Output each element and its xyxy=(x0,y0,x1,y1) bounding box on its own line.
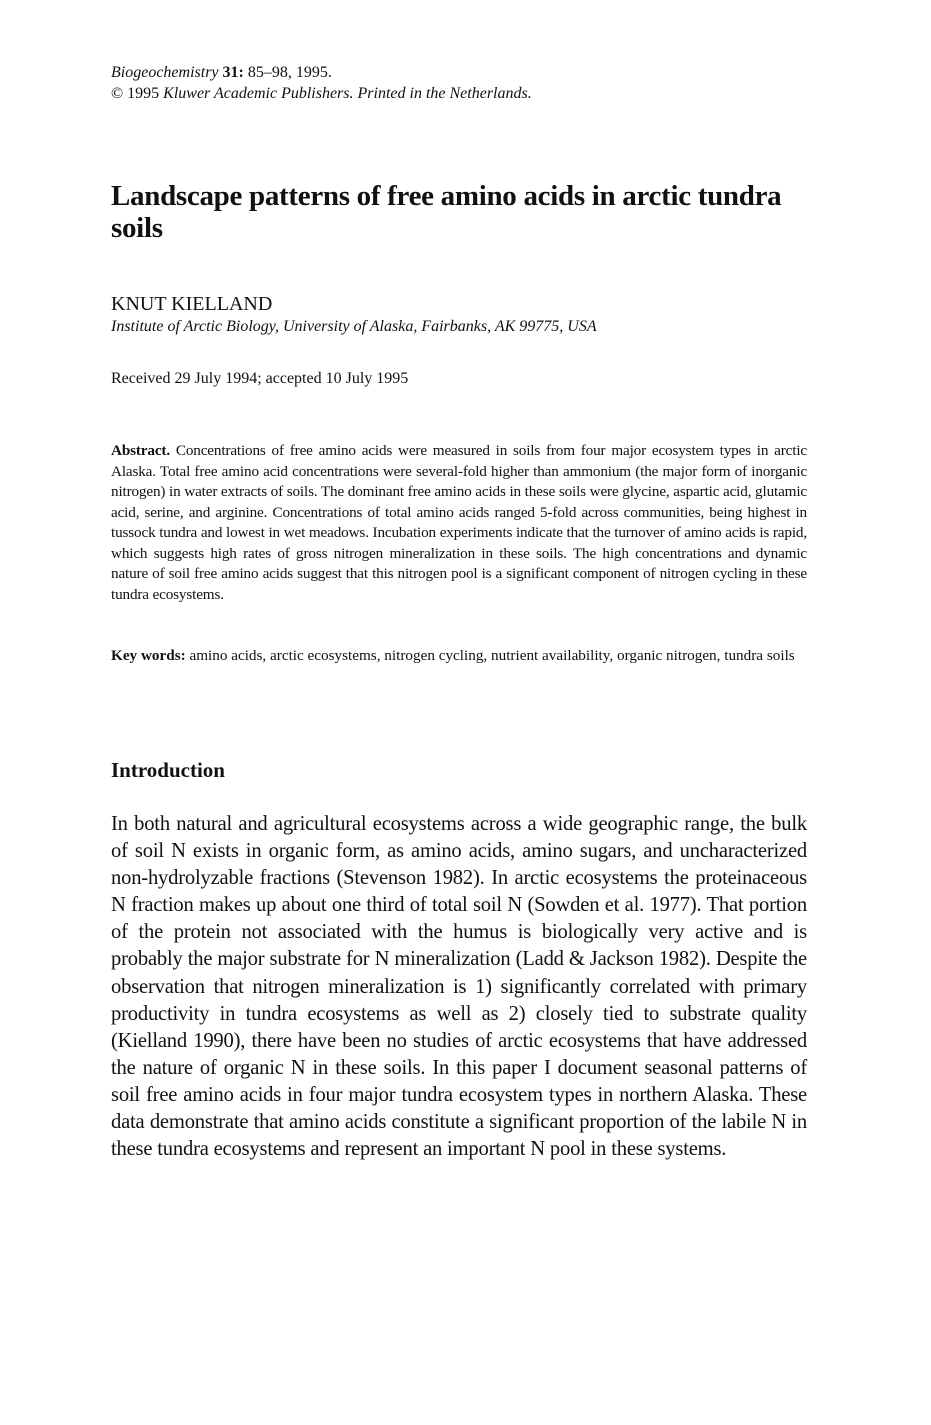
journal-name: Biogeochemistry xyxy=(111,64,219,81)
author-affiliation: Institute of Arctic Biology, University of Alaska, Fairbanks, AK 99775, USA xyxy=(111,318,597,335)
copyright-symbol: © xyxy=(111,85,124,102)
journal-pages-year: 85–98, 1995. xyxy=(247,64,332,81)
journal-citation xyxy=(111,62,807,83)
introduction-paragraph: In both natural and agricultural ecosystems across a wide geographic range, the bulk of soil N exists in organic form, as amino acids, amino sugars, and uncharacterized non-hydrolyzable fractions (Stevenson 1982). In arctic ecosystems the proteinaceous N fraction makes up about one third of total soil N (Sowden et al. 1977). That portion of the protein not associated with the humus is biologically very active and is probably the major substrate for N mineralization (Ladd & Jackson 1982). Despite the observation that nitrogen mineralization is 1) significantly correlated with primary productivity in tundra ecosystems as well as 2) closely tied to substrate quality (Kielland 1990), there have been no studies of arctic ecosystems that have addressed the nature of organic N in these soils. In this paper I document seasonal patterns of soil free amino acids in four major tundra ecosystem types in northern Alaska. These data demonstrate that amino acids constitute a significant proportion of the labile N in these tundra ecosystems and represent an important N pool in these systems. xyxy=(111,813,807,1161)
paper-page xyxy=(111,62,807,1161)
journal-volume: 31: xyxy=(222,64,244,81)
keywords-text: amino acids, arctic ecosystems, nitrogen cycling, nutrient availability, organic nitrogen, tundra soils xyxy=(189,647,795,664)
introduction-heading: Introduction xyxy=(111,758,225,782)
copyright-year: 1995 xyxy=(127,85,160,102)
copyright-line xyxy=(111,83,807,104)
keywords-paragraph xyxy=(111,646,807,667)
abstract-label: Abstract. xyxy=(111,442,170,459)
abstract-text: Concentrations of free amino acids were measured in soils from four major ecosystem types in arctic Alaska. Total free amino acid concentrations were several-fold higher than ammonium (the major form of inorganic nitrogen) in water extracts of soils. The dominant free amino acids in these soils were glycine, aspartic acid, glutamic acid, serine, and arginine. Concentrations of total amino acids ranged 5-fold across communities, being highest in tussock tundra and lowest in wet meadows. Incubation experiments indicate that the turnover of amino acids is rapid, which suggests high rates of gross nitrogen mineralization in these soils. The high concentrations and dynamic nature of soil free amino acids suggest that this nitrogen pool is a significant component of nitrogen cycling in these tundra ecosystems. xyxy=(111,442,807,603)
publisher-line: Kluwer Academic Publishers. Printed in the Netherlands. xyxy=(163,85,532,102)
author-name: KNUT KIELLAND xyxy=(111,293,273,315)
article-title: Landscape patterns of free amino acids in arctic tundra soils xyxy=(111,180,782,244)
abstract-paragraph xyxy=(111,441,807,605)
keywords-label: Key words: xyxy=(111,647,186,664)
received-dates: Received 29 July 1994; accepted 10 July 1995 xyxy=(111,370,409,387)
